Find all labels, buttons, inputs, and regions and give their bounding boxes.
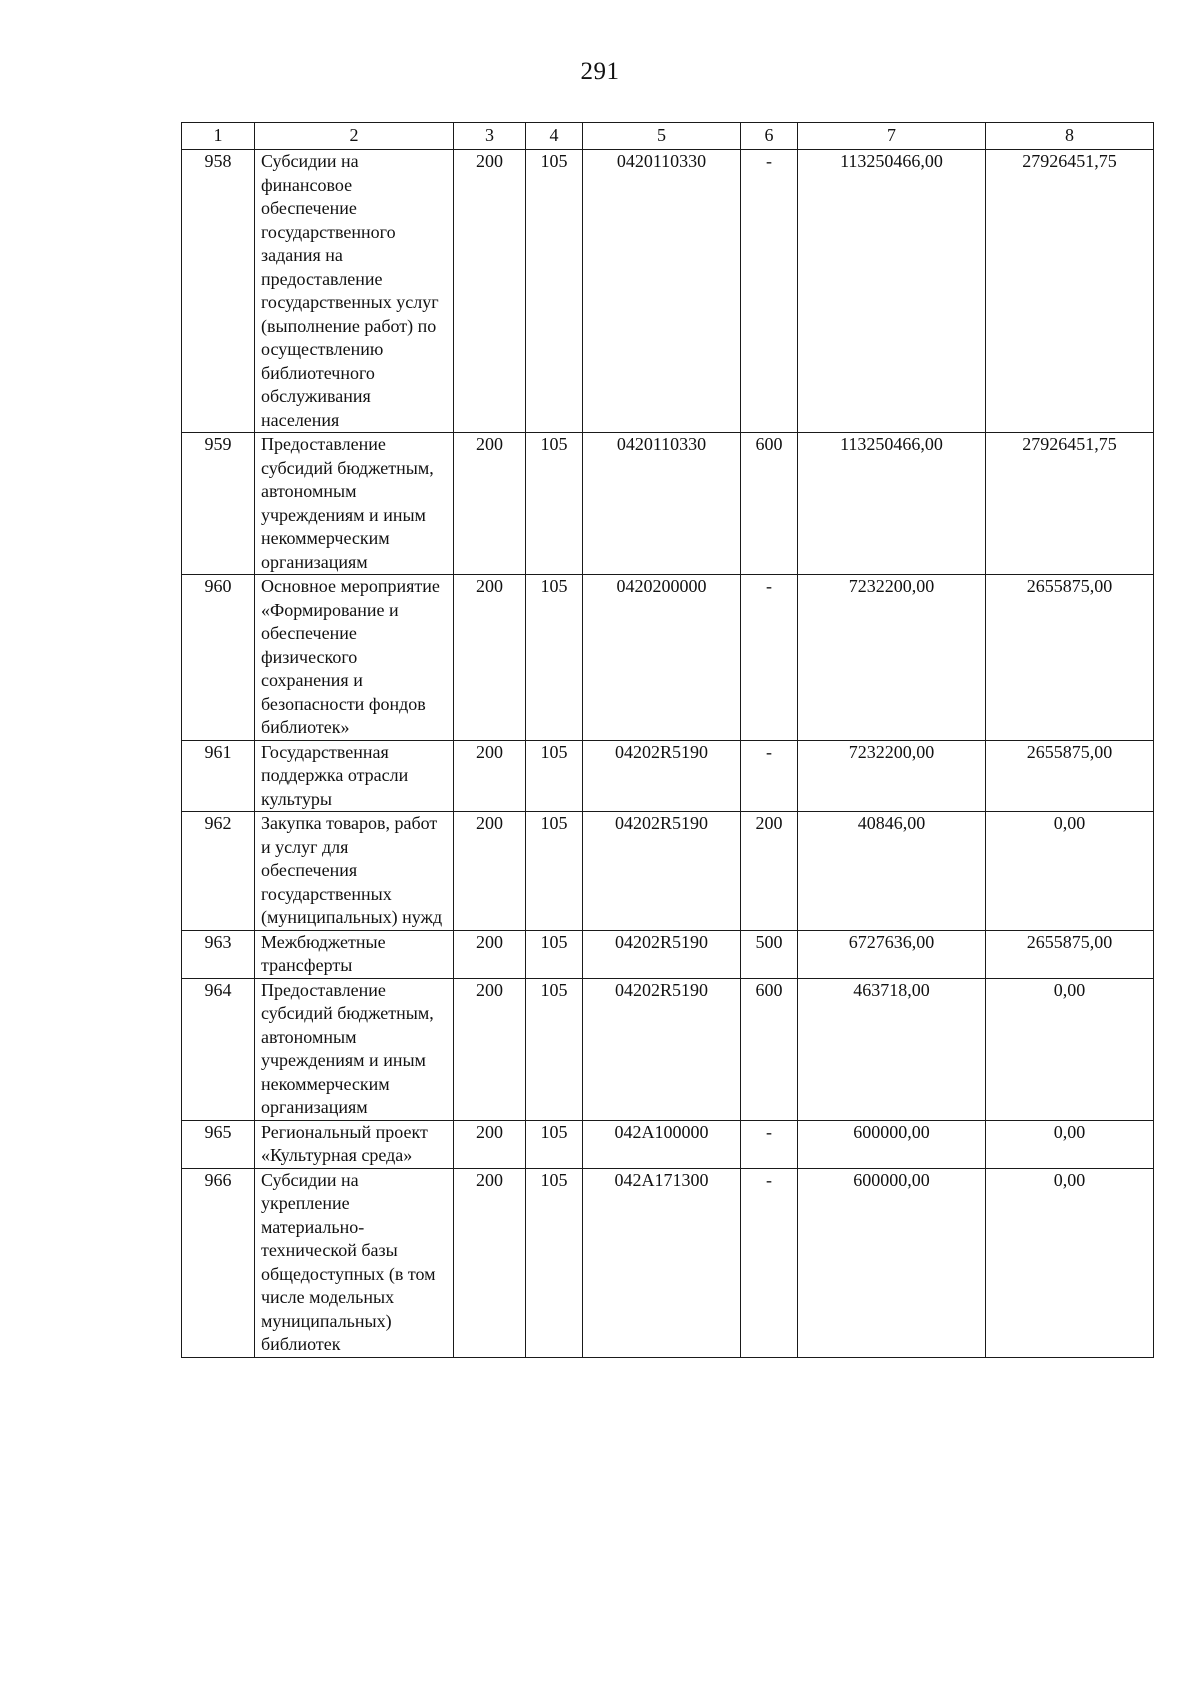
column-header: 3 <box>454 123 526 150</box>
row-amount-actual: 0,00 <box>986 1168 1154 1357</box>
table-header <box>182 123 1154 150</box>
row-code: 200 <box>454 150 526 433</box>
column-header: 8 <box>986 123 1154 150</box>
table-body <box>182 150 1154 1358</box>
row-number: 963 <box>182 930 255 978</box>
row-target-article: 0420200000 <box>583 575 741 741</box>
row-name: Основное мероприятие «Формирование и обеспечение физического сохранения и безопасности фондов библиотек» <box>255 575 454 741</box>
column-header: 7 <box>798 123 986 150</box>
row-number: 959 <box>182 433 255 575</box>
row-section: 105 <box>526 150 583 433</box>
row-target-article: 04202R5190 <box>583 978 741 1120</box>
row-name: Региональный проект «Культурная среда» <box>255 1120 454 1168</box>
row-section: 105 <box>526 433 583 575</box>
page-number: 291 <box>580 58 620 85</box>
row-code: 200 <box>454 575 526 741</box>
row-name: Предоставление субсидий бюджетным, автономным учреждениям и иным некоммерческим организациям <box>255 433 454 575</box>
row-expense-type: - <box>741 150 798 433</box>
row-amount-plan: 6727636,00 <box>798 930 986 978</box>
row-number: 958 <box>182 150 255 433</box>
header-row <box>182 123 1154 150</box>
row-number: 965 <box>182 1120 255 1168</box>
row-amount-actual: 27926451,75 <box>986 433 1154 575</box>
table-row <box>182 1120 1154 1168</box>
row-name: Предоставление субсидий бюджетным, автономным учреждениям и иным некоммерческим организациям <box>255 978 454 1120</box>
row-amount-actual: 0,00 <box>986 978 1154 1120</box>
row-expense-type: - <box>741 1168 798 1357</box>
row-amount-actual: 2655875,00 <box>986 740 1154 812</box>
row-amount-plan: 600000,00 <box>798 1120 986 1168</box>
table-row <box>182 1168 1154 1357</box>
table-row <box>182 740 1154 812</box>
row-amount-plan: 113250466,00 <box>798 433 986 575</box>
row-section: 105 <box>526 812 583 931</box>
row-target-article: 042A171300 <box>583 1168 741 1357</box>
row-amount-plan: 7232200,00 <box>798 740 986 812</box>
row-section: 105 <box>526 1168 583 1357</box>
table-row <box>182 978 1154 1120</box>
row-name: Субсидии на финансовое обеспечение государственного задания на предоставление государственных услуг (выполнение работ) по осуществлению библиотечного обслуживания населения <box>255 150 454 433</box>
table-row <box>182 150 1154 433</box>
row-code: 200 <box>454 1168 526 1357</box>
column-header: 6 <box>741 123 798 150</box>
column-header: 5 <box>583 123 741 150</box>
row-section: 105 <box>526 978 583 1120</box>
budget-table <box>181 122 1154 1358</box>
row-target-article: 042A100000 <box>583 1120 741 1168</box>
row-amount-plan: 600000,00 <box>798 1168 986 1357</box>
row-amount-actual: 2655875,00 <box>986 575 1154 741</box>
row-number: 964 <box>182 978 255 1120</box>
row-code: 200 <box>454 930 526 978</box>
row-expense-type: - <box>741 1120 798 1168</box>
row-name: Межбюджетные трансферты <box>255 930 454 978</box>
row-expense-type: - <box>741 740 798 812</box>
row-expense-type: - <box>741 575 798 741</box>
row-number: 966 <box>182 1168 255 1357</box>
column-header: 2 <box>255 123 454 150</box>
row-target-article: 04202R5190 <box>583 930 741 978</box>
row-code: 200 <box>454 433 526 575</box>
row-section: 105 <box>526 575 583 741</box>
row-section: 105 <box>526 740 583 812</box>
row-target-article: 04202R5190 <box>583 812 741 931</box>
row-amount-plan: 40846,00 <box>798 812 986 931</box>
row-name: Субсидии на укрепление материально-технической базы общедоступных (в том числе модельных муниципальных) библиотек <box>255 1168 454 1357</box>
row-name: Государственная поддержка отрасли культуры <box>255 740 454 812</box>
row-section: 105 <box>526 1120 583 1168</box>
row-amount-plan: 7232200,00 <box>798 575 986 741</box>
row-amount-actual: 27926451,75 <box>986 150 1154 433</box>
row-expense-type: 500 <box>741 930 798 978</box>
row-number: 960 <box>182 575 255 741</box>
row-amount-actual: 2655875,00 <box>986 930 1154 978</box>
table-row <box>182 930 1154 978</box>
table-row <box>182 433 1154 575</box>
row-expense-type: 200 <box>741 812 798 931</box>
row-amount-plan: 463718,00 <box>798 978 986 1120</box>
row-section: 105 <box>526 930 583 978</box>
row-amount-actual: 0,00 <box>986 1120 1154 1168</box>
row-code: 200 <box>454 978 526 1120</box>
row-number: 961 <box>182 740 255 812</box>
row-target-article: 0420110330 <box>583 150 741 433</box>
row-number: 962 <box>182 812 255 931</box>
column-header: 1 <box>182 123 255 150</box>
row-code: 200 <box>454 1120 526 1168</box>
row-target-article: 0420110330 <box>583 433 741 575</box>
table-row <box>182 575 1154 741</box>
row-code: 200 <box>454 740 526 812</box>
row-amount-actual: 0,00 <box>986 812 1154 931</box>
row-expense-type: 600 <box>741 978 798 1120</box>
row-code: 200 <box>454 812 526 931</box>
row-expense-type: 600 <box>741 433 798 575</box>
row-target-article: 04202R5190 <box>583 740 741 812</box>
table-row <box>182 812 1154 931</box>
column-header: 4 <box>526 123 583 150</box>
row-name: Закупка товаров, работ и услуг для обеспечения государственных (муниципальных) нужд <box>255 812 454 931</box>
row-amount-plan: 113250466,00 <box>798 150 986 433</box>
